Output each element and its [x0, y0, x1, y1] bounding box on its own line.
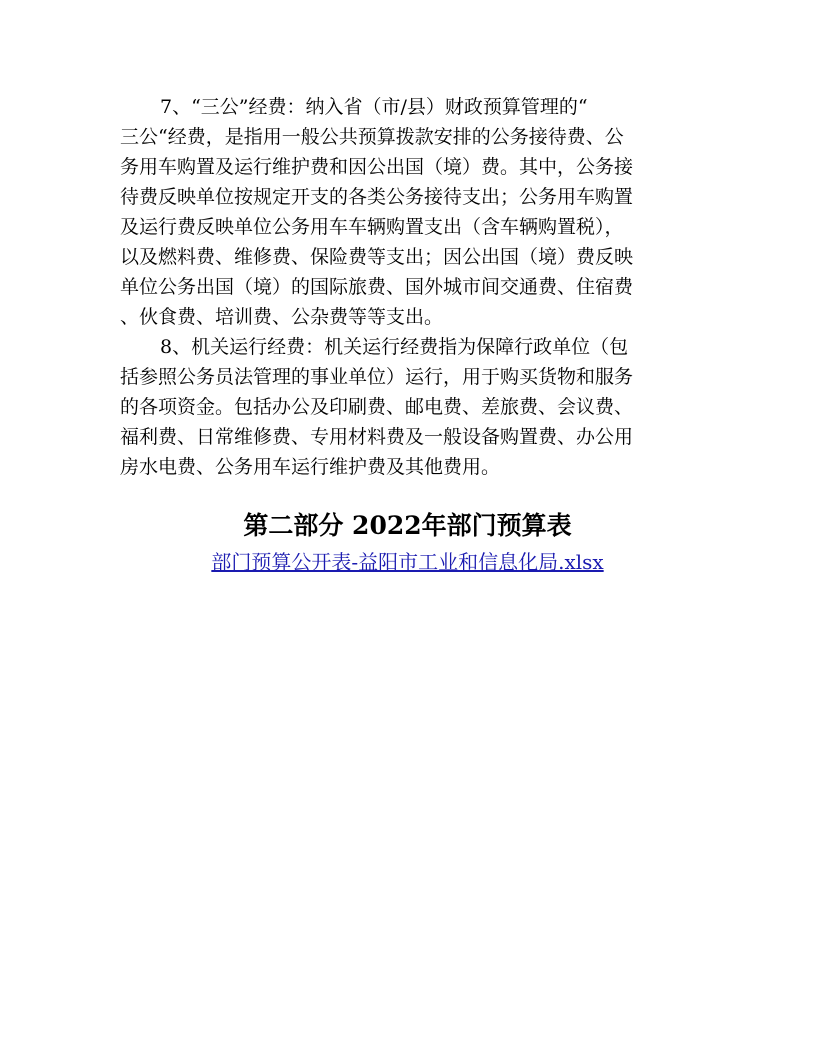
body-text [120, 92, 700, 482]
text-line: 单位公务出国（境）的国际旅费、国外城市间交通费、住宿费 [120, 276, 634, 298]
budget-table-section [100, 508, 715, 576]
section-title: 第二部分 2022年部门预算表 [243, 511, 572, 540]
text-line: 三公“经费，是指用一般公共预算拨款安排的公务接待费、公 [120, 126, 624, 148]
text-line: 的各项资金。包括办公及印刷费、邮电费、差旅费、会议费、 [120, 396, 634, 418]
text-line: 7、“三公”经费：纳入省（市/县）财政预算管理的“ [160, 96, 588, 118]
text-line: 8、机关运行经费：机关运行经费指为保障行政单位（包 [160, 336, 629, 358]
text-line: 括参照公务员法管理的事业单位）运行，用于购买货物和服务 [120, 366, 634, 388]
text-line: 务用车购置及运行维护费和因公出国（境）费。其中，公务接 [120, 156, 634, 178]
text-line: 、伙食费、培训费、公杂费等等支出。 [120, 306, 444, 328]
paragraph-sangong-expenses [120, 92, 700, 332]
text-line: 福利费、日常维修费、专用材料费及一般设备购置费、办公用 [120, 426, 634, 448]
text-line: 房水电费、公务用车运行维护费及其他费用。 [120, 456, 501, 478]
text-line: 及运行费反映单位公务用车车辆购置支出（含车辆购置税）， [120, 216, 624, 238]
text-line: 以及燃料费、维修费、保险费等支出；因公出国（境）费反映 [120, 246, 634, 268]
text-line: 待费反映单位按规定开支的各类公务接待支出；公务用车购置 [120, 186, 634, 208]
paragraph-operating-expenses [120, 332, 700, 482]
budget-table-link[interactable]: 部门预算公开表-益阳市工业和信息化局.xlsx [211, 550, 604, 574]
